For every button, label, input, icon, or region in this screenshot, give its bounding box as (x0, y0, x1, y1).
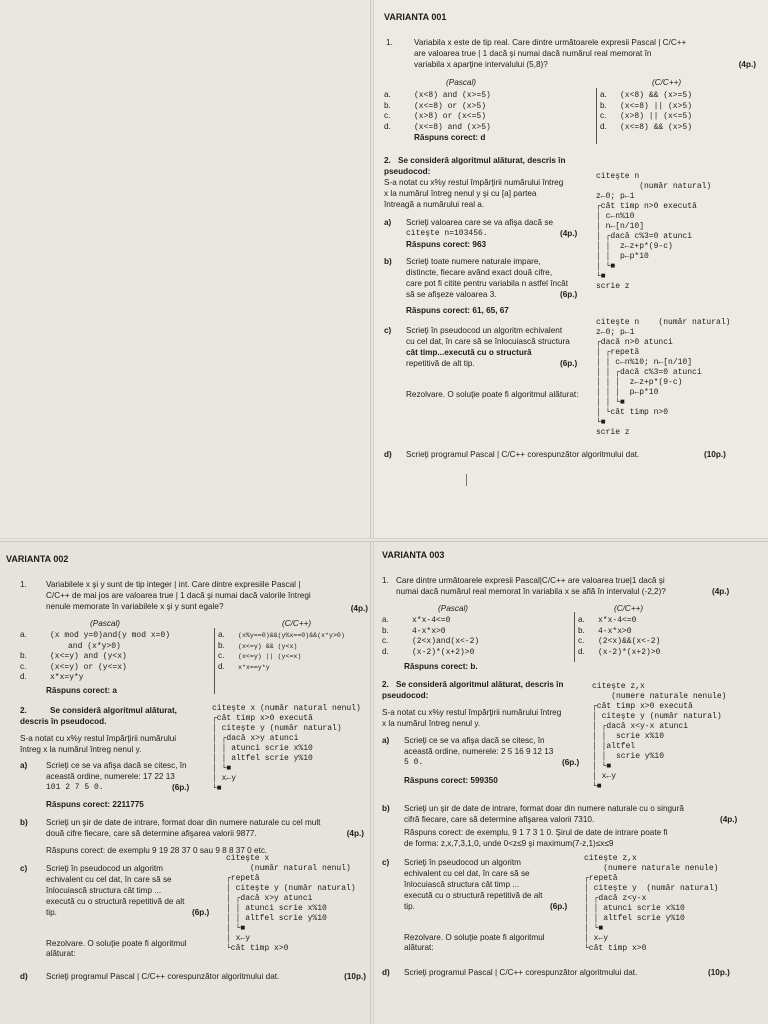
option-left-d (384, 122, 491, 133)
question-intro: Se consideră algoritmul alăturat, (50, 706, 177, 715)
note: întreg x la numărul întreg nenul y. (20, 745, 142, 754)
divider (214, 628, 215, 694)
page-title: VARIANTA 002 (6, 554, 69, 564)
points: (10p.) (708, 968, 730, 977)
question-number: 1. (382, 576, 389, 585)
subquestion-text: Scrieţi valoarea care se va afişa dacă se (406, 218, 553, 227)
points: (10p.) (344, 972, 366, 981)
option-right-d (218, 662, 270, 673)
subquestion-text: cât timp...execută cu o structură (406, 348, 532, 357)
option-key: a. (384, 90, 391, 99)
points: (4p.) (738, 60, 756, 69)
subquestion-text: 101 2 7 5 0. (46, 783, 104, 792)
question-text: C/C++ de mai jos are valoarea true | 1 dacă şi numai dacă valorile întregi (46, 591, 311, 600)
option-expression: 4-x*x>0 (598, 626, 632, 636)
option-key: b. (218, 640, 225, 650)
subquestion-key: d) (384, 450, 392, 459)
points: (6p.) (192, 908, 210, 917)
correct-answer: de forma: z,x,7,3,1,0, unde 0<z≤9 şi maximum(7-z,1)≤x≤9 (404, 839, 614, 848)
pseudocode-original: citeşte z,x (numere naturale nenule) ┌cât timp x>0 execută │ citeşte y (număr natural) │ ┌dacă x<y-x atunci │ │ scrie x%10 │ │altfel │ │ scrie y%10 │ └■ │ x←y └■ (592, 682, 727, 791)
points: (10p.) (704, 450, 726, 459)
option-expression: (x<8) && (x>=5) (620, 91, 693, 100)
pascal-header: (Pascal) (90, 619, 121, 628)
option-expression: (x%y==0)&&(y%x==0)&&(x*y>0) (238, 632, 345, 639)
question-text: are valoarea true | 1 dacă şi numai dacă numărul real memorat în (414, 49, 652, 58)
question-number: 2. (384, 156, 391, 165)
c-header: (C/C++) (652, 78, 682, 87)
correct-answer: Răspuns corect: 2211775 (46, 800, 144, 809)
subquestion-key: a) (382, 736, 390, 745)
subquestion-text: distincte, fiecare având exact două cifre, (406, 268, 553, 277)
option-expression: (x-2)*(x+2)>0 (412, 647, 475, 657)
option-expression: (x<=8) and (x>5) (414, 122, 491, 132)
option-key: c. (20, 661, 27, 671)
subquestion-text: cifră fiecare, care să determine afişarea valorii 7310. (404, 815, 595, 824)
pseudocode-solution: citeşte z,x (numere naturale nenule) ┌repetă │ citeşte y (număr natural) │ ┌dacă z<y-x │ │ atunci scrie x%10 │ │ altfel scrie y%10 │ └■ │ x←y └cât timp x>0 (584, 854, 719, 953)
pascal-header: (Pascal) (446, 78, 477, 87)
points: (6p.) (562, 758, 580, 767)
option-expression: (x<=y) or (y<=x) (50, 662, 127, 672)
c-header: (C/C++) (614, 604, 644, 613)
option-key: d. (20, 672, 27, 682)
page-varianta-002 (0, 540, 372, 1024)
subquestion-text: cu cel dat, în care să se înlocuiască structura (406, 337, 570, 346)
option-key: c. (382, 636, 389, 646)
subquestion-text: să se afişeze valoarea 3. (406, 290, 497, 299)
subquestion-text: înlocuiască structura cât timp ... (46, 886, 162, 895)
c-header: (C/C++) (282, 619, 312, 628)
question-number: 2. (382, 680, 389, 689)
subquestion-text: Scrieţi programul Pascal | C/C++ corespunzător algoritmului dat. (46, 972, 280, 981)
subquestion-key: a) (384, 218, 392, 227)
subquestion-text: repetitivă de alt tip. (406, 359, 475, 368)
subquestion-text: tip. (46, 908, 57, 917)
subquestion-text: Scrieţi în pseudocod un algoritm echivalent (406, 326, 563, 335)
option-key: b. (20, 651, 27, 661)
option-right-d (578, 647, 660, 658)
option-key: a. (382, 615, 389, 624)
subquestion-text: două cifre fiecare, care să determine afişarea valorii 9877. (46, 829, 257, 838)
page-fold-vertical (370, 0, 374, 1024)
option-expression: x*x-4<=0 (598, 616, 637, 625)
points: (4p.) (350, 604, 368, 613)
option-left-a (20, 630, 170, 653)
points: (6p.) (550, 902, 568, 911)
correct-answer: Răspuns corect: 963 (406, 240, 487, 249)
question-intro: pseudocod: (382, 691, 429, 700)
option-expression: x*x==y*y (238, 663, 270, 671)
option-key: c. (384, 111, 391, 121)
option-key: b. (578, 625, 585, 635)
option-expression: x*x=y*y (50, 673, 84, 683)
pseudocode-original: citeşte x (număr natural nenul) ┌cât timp x>0 execută │ citeşte y (număr natural) │ ┌dacă x>y atunci │ │ atunci scrie x%10 │ │ altfel scrie y%10 │ └■ │ x←y └■ (212, 704, 361, 793)
note: x la numărul întreg nenul y. (382, 719, 481, 728)
correct-answer: Răspuns corect: 599350 (404, 776, 498, 785)
subquestion-key: b) (382, 804, 390, 813)
page-varianta-003 (372, 540, 768, 1024)
option-key: a. (218, 630, 225, 639)
subquestion-text: care pot fi citite pentru variabila n astfel încât (406, 279, 569, 288)
pascal-header: (Pascal) (438, 604, 469, 613)
question-number: 2. (20, 706, 27, 715)
points: (6p.) (560, 359, 578, 368)
subquestion-key: c) (384, 326, 392, 335)
option-expression: (x<=8) || (x>5) (620, 101, 693, 111)
subquestion-text: Scrieţi ce se va afişa dacă se citesc, în (404, 736, 545, 745)
option-expression: (x<=y) || (y<=x) (238, 653, 302, 661)
option-key: c. (578, 636, 585, 646)
question-intro: Se consideră algoritmul alăturat, descris în (398, 156, 566, 165)
option-expression: (2<x)&&(x<-2) (598, 637, 661, 647)
option-key: c. (218, 651, 225, 661)
note: S-a notat cu x%y restul împărţirii numărului (20, 734, 177, 743)
question-text: Care dintre următoarele expresii Pascal|C/C++ are valoarea true|1 dacă şi (396, 576, 665, 585)
subquestion-text: Scrieţi ce se va afişa dacă se citesc, în (46, 761, 187, 770)
correct-answer: Răspuns corect: a (46, 686, 117, 695)
pseudocode-solution: citeşte x (număr natural nenul) ┌repetă │ citeşte y (număr natural) │ ┌dacă x>y atunci │ │ atunci scrie x%10 │ │ altfel scrie y%10 │ └■ │ x←y └cât timp x>0 (226, 854, 356, 953)
question-text: variabila x aparţine intervalului (5,8)? (414, 60, 548, 69)
correct-answer: Răspuns corect: d (414, 133, 486, 142)
points: (4p.) (720, 815, 738, 824)
subquestion-key: b) (384, 257, 392, 266)
question-text: nenule memorate în variabilele x şi y sunt egale? (46, 602, 224, 611)
subquestion-text: echivalent cu cel dat, în care să se (46, 875, 172, 884)
question-intro: Se consideră algoritmul alăturat, descris în (396, 680, 564, 689)
question-text: Variabila x este de tip real. Care dintre următoarele expresii Pascal | C/C++ (414, 38, 687, 47)
question-intro: descris în pseudocod. (20, 717, 107, 726)
option-key: b. (382, 625, 389, 635)
pseudocode-solution: citeşte n (număr natural) z←0; p←1 ┌dacă n>0 atunci │ ┌repetă │ │ c←n%10; n←[n/10] │ │ ┌dacă c%3=0 atunci │ │ │ z←z+p*(9-c) │ │ │ p←p*10 │ │ └■ │ └cât timp n>0 └■ scrie z (596, 318, 731, 437)
subquestion-key: a) (20, 761, 28, 770)
option-expression: x*x-4<=0 (412, 616, 451, 625)
subquestion-text: echivalent cu cel dat, în care să se (404, 869, 530, 878)
option-right-d (600, 122, 692, 133)
option-key: d. (578, 646, 585, 656)
question-text: numai dacă numărul real memorat în variabila x se află în intervalul (-2,2)? (396, 587, 666, 596)
subquestion-text: Scrieţi un şir de date de intrare, format doar din numere naturale cu o singură (404, 804, 684, 813)
subquestion-text: înlocuiască structura cât timp ... (404, 880, 520, 889)
option-expression: (x<=8) or (x>5) (414, 101, 487, 111)
subquestion-text: tip. (404, 902, 415, 911)
note: întreagă a numărului real a. (384, 200, 485, 209)
option-expression: (x<=8) && (x>5) (620, 122, 693, 132)
subquestion-text: această ordine, numerele: 2 5 16 9 12 13 (404, 747, 554, 756)
option-key: c. (600, 111, 607, 121)
subquestion-key: c) (382, 858, 390, 867)
option-key: a. (20, 630, 27, 639)
subquestion-text: Scrieţi în pseudocod un algoritm (46, 864, 163, 873)
subquestion-text: Scrieţi în pseudocod un algoritm (404, 858, 521, 867)
option-expression: (x>8) or (x<=5) (414, 112, 487, 122)
solution-text: Rezolvare. O soluţie poate fi algoritmul alăturat: (46, 939, 187, 959)
subquestion-text: Scrieţi un şir de date de intrare, format doar din numere naturale cu cel mult (46, 818, 321, 827)
page-title: VARIANTA 003 (382, 550, 445, 560)
option-key: d. (218, 661, 225, 671)
option-expression: (x-2)*(x+2)>0 (598, 647, 661, 657)
option-expression: 4-x*x>0 (412, 626, 446, 636)
correct-answer: Răspuns corect: de exemplu, 9 1 7 3 1 0. Şirul de date de intrare poate fi (404, 828, 668, 837)
question-intro: pseudocod: (384, 167, 431, 176)
subquestion-key: d) (382, 968, 390, 977)
option-expression: (x<=y) and (y<x) (50, 652, 127, 662)
correct-answer: Răspuns corect: b. (404, 662, 478, 671)
correct-answer: Răspuns corect: 61, 65, 67 (406, 306, 509, 315)
option-key: b. (384, 100, 391, 110)
question-number: 1. (386, 38, 393, 47)
subquestion-text: Scrieţi toate numere naturale impare, (406, 257, 541, 266)
option-key: d. (382, 646, 389, 656)
question-text: Variabilele x şi y sunt de tip integer | int. Care dintre expresiile Pascal | (46, 580, 301, 589)
points: (6p.) (560, 290, 578, 299)
option-key: d. (600, 121, 607, 131)
subquestion-key: b) (20, 818, 28, 827)
subquestion-text: execută cu o structură repetitivă de alt (46, 897, 185, 906)
option-expression: (x<8) and (x>=5) (414, 91, 491, 100)
option-left-d (382, 647, 474, 658)
option-expression: (x mod y=0)and(y mod x=0) and (x*y>0) (50, 631, 171, 652)
option-key: b. (600, 100, 607, 110)
subquestion-key: d) (20, 972, 28, 981)
points: (4p.) (346, 829, 364, 838)
option-key: d. (384, 121, 391, 131)
option-expression: (x>8) || (x<=5) (620, 112, 693, 122)
subquestion-text: această ordine, numerele: 17 22 13 (46, 772, 175, 781)
solution-text: Rezolvare. O soluţie poate fi algoritmul alăturat: (404, 933, 545, 953)
note: x la numărul întreg nenul y şi cu [a] partea (384, 189, 537, 198)
option-expression: (2<x)and(x<-2) (412, 637, 480, 647)
page-fold-horizontal (0, 538, 768, 542)
note: S-a notat cu x%y restul împărţirii numărului întreg (382, 708, 562, 717)
subquestion-text: Scrieţi programul Pascal | C/C++ corespunzător algoritmului dat. (406, 450, 640, 459)
subquestion-key: c) (20, 864, 28, 873)
blank-page-top-left (0, 0, 372, 540)
pencil-mark (466, 474, 467, 486)
option-key: a. (578, 615, 585, 624)
subquestion-text: 5 0. (404, 758, 424, 767)
question-number: 1. (20, 580, 27, 589)
note: S-a notat cu x%y restul împărţirii numărului întreg (384, 178, 564, 187)
pseudocode-original: citeşte n (număr natural) z←0; p←1 ┌cât timp n>0 execută │ c←n%10 │ n←[n/10] │ ┌dacă c%3=0 atunci │ │ z←z+p*(9-c) │ │ p←p*10 │ └■ └■ scrie z (596, 172, 712, 291)
option-key: a. (600, 90, 607, 99)
divider (574, 612, 575, 662)
divider (596, 88, 597, 144)
option-left-d (20, 672, 84, 683)
subquestion-text: citeşte n=103456. (406, 229, 488, 238)
correct-answer: Răspuns corect: de exemplu 9 19 28 37 0 sau 9 8 8 37 0 etc. (46, 846, 268, 855)
subquestion-text: execută cu o structură repetitivă de alt (404, 891, 543, 900)
option-expression: (x<=y) && (y<x) (238, 642, 298, 650)
points: (6p.) (172, 783, 190, 792)
subquestion-text: Scrieţi programul Pascal | C/C++ corespunzător algoritmului dat. (404, 968, 638, 977)
page-title: VARIANTA 001 (384, 12, 447, 22)
solution-text: Rezolvare. O soluţie poate fi algoritmul alăturat: (406, 390, 579, 399)
points: (4p.) (712, 587, 730, 596)
points: (4p.) (560, 229, 578, 238)
page-varianta-001 (372, 0, 768, 540)
